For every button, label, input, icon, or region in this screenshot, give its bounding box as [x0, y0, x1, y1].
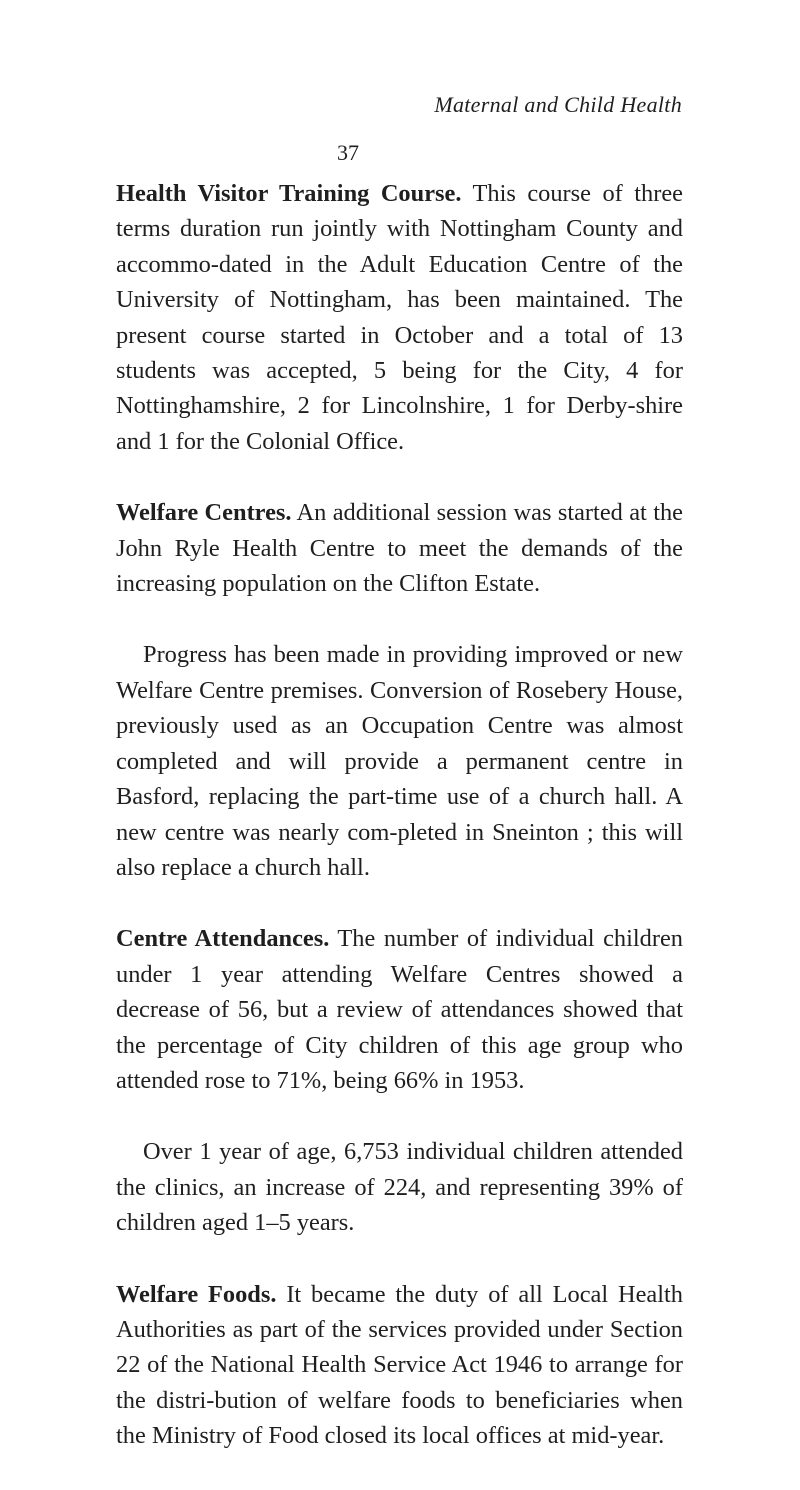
- paragraph-welfare-centres: [116, 495, 683, 601]
- paragraph-over-one-year: [116, 1134, 683, 1240]
- paragraph-text: An additional session was started at the John Ryle Health Centre to meet the demands of the increasing population on the Clifton Estate.: [116, 499, 684, 598]
- section-heading: Welfare Foods.: [116, 1280, 277, 1308]
- paragraph-text: Over 1 year of age, 6,753 individual children attended the clinics, an increase of 224, and representing 39% of children aged 1–5 years.: [116, 1138, 683, 1237]
- body-text: [116, 176, 683, 1490]
- paragraph-welfare-foods: [116, 1277, 683, 1454]
- paragraph-text: This course of three terms duration run jointly with Nottingham County and accommo-dated in the Adult Education Centre of the University of Nottingham, has been maintained. The present course started in October and a total of 13 students was accepted, 5 being for the City, 4 for Nottinghamshire, 2 for Lincolnshire, 1 for Derby-shire and 1 for the Colonial Office.: [116, 180, 683, 455]
- paragraph-health-visitor-training: [116, 176, 683, 459]
- section-heading: Welfare Centres.: [116, 499, 292, 527]
- section-heading: Health Visitor Training Course.: [116, 180, 462, 207]
- paragraph-text: Progress has been made in providing improved or new Welfare Centre premises. Conversion of Rosebery House, previously used as an Occupation Centre was almost completed and will provide a permanent centre in Basford, replacing the part-time use of a church hall. A new centre was nearly com-pleted in Sneinton ; this will also replace a church hall.: [116, 641, 683, 881]
- running-header: Maternal and Child Health: [434, 92, 682, 117]
- paragraph-progress: [116, 637, 683, 885]
- paragraph-text: It became the duty of all Local Health Authorities as part of the services provided under Section 22 of the National Health Service Act 1946 to arrange for the distri-bution of welfare foods to beneficiaries when the Ministry of Food closed its local offices at mid-year.: [116, 1280, 683, 1450]
- paragraph-centre-attendances: [116, 921, 683, 1098]
- page-number: 37: [337, 140, 359, 165]
- section-heading: Centre Attendances.: [116, 925, 330, 953]
- paragraph-text: The number of individual children under 1 year attending Welfare Centres showed a decrease of 56, but a review of attendances showed that the percentage of City children of this age group who attended rose to 71%, being 66% in 1953.: [116, 925, 683, 1094]
